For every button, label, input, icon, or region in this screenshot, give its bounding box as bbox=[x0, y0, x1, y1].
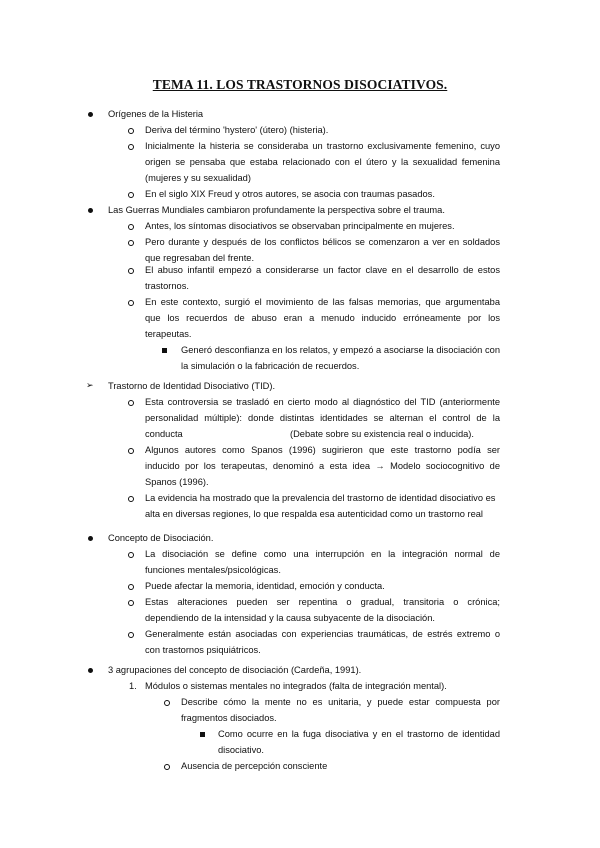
list-item: Deriva del término 'hystero' (útero) (histeria). bbox=[145, 125, 329, 135]
list-number: 1. bbox=[129, 681, 137, 691]
bullet-circle-icon bbox=[128, 128, 134, 134]
bullet-circle-icon bbox=[128, 240, 134, 246]
list-item: Inicialmente la histeria se consideraba un trastorno exclusivamente femenino, cuyo bbox=[145, 141, 500, 151]
list-item: Estas alteraciones pueden ser repentina o gradual, transitoria o crónica; bbox=[145, 597, 500, 607]
bullet-square-icon bbox=[162, 348, 167, 353]
bullet-dot-icon bbox=[88, 536, 93, 541]
bullet-circle-icon bbox=[128, 268, 134, 274]
bullet-circle-icon bbox=[128, 600, 134, 606]
list-item: La evidencia ha mostrado que la prevalencia del trastorno de identidad disociativo es bbox=[145, 493, 496, 503]
bullet-circle-icon bbox=[128, 224, 134, 230]
bullet-dot-icon bbox=[88, 668, 93, 673]
list-item: La disociación se define como una interrupción en la integración normal de bbox=[145, 549, 500, 559]
bullet-dot-icon bbox=[88, 112, 93, 117]
list-item: Generalmente están asociadas con experiencias traumáticas, de estrés extremo o bbox=[145, 629, 500, 639]
list-item: Generó desconfianza en los relatos, y empezó a asociarse la disociación con bbox=[181, 345, 500, 355]
bullet-circle-icon bbox=[128, 300, 134, 306]
section-heading: Las Guerras Mundiales cambiaron profundamente la perspectiva sobre el trauma. bbox=[108, 205, 445, 215]
list-item: Como ocurre en la fuga disociativa y en el trastorno de identidad bbox=[218, 729, 500, 739]
bullet-circle-icon bbox=[128, 496, 134, 502]
list-item: alta en diversas regiones, lo que respalda esa autenticidad como un trastorno real bbox=[145, 509, 483, 519]
bullet-square-icon bbox=[200, 732, 205, 737]
page-title: TEMA 11. LOS TRASTORNOS DISOCIATIVOS. bbox=[152, 77, 448, 92]
list-item: funciones mentales/psicológicas. bbox=[145, 565, 281, 575]
list-item: fragmentos disociados. bbox=[181, 713, 277, 723]
list-item: Esta controversia se trasladó en cierto modo al diagnóstico del TID (anteriormente bbox=[145, 397, 500, 407]
bullet-circle-icon bbox=[128, 448, 134, 454]
bullet-circle-icon bbox=[164, 764, 170, 770]
list-item: origen se pensaba que estaba relacionado con el útero y la sexualidad femenina bbox=[145, 157, 500, 167]
list-item: Describe cómo la mente no es unitaria, y puede estar compuesta por bbox=[181, 697, 500, 707]
list-item-aside: (Debate sobre su existencia real o inducida). bbox=[290, 429, 474, 439]
list-item: terapeutas. bbox=[145, 329, 192, 339]
bullet-circle-icon bbox=[128, 584, 134, 590]
list-item: Módulos o sistemas mentales no integrados (falta de integración mental). bbox=[145, 681, 447, 691]
list-item: Algunos autores como Spanos (1996) sugirieron que este trastorno podía ser bbox=[145, 445, 500, 455]
list-item: con trastornos psiquiátricos. bbox=[145, 645, 261, 655]
bullet-dot-icon bbox=[88, 208, 93, 213]
list-item: Spanos (1996). bbox=[145, 477, 209, 487]
list-item: personalidad múltiple): donde distintas identidades se alternan el control de la bbox=[145, 413, 500, 423]
list-item: dependiendo de la intensidad y la causa subyacente de la disociación. bbox=[145, 613, 435, 623]
list-item: Pero durante y después de los conflictos bélicos se comenzaron a ver en soldados bbox=[145, 237, 500, 247]
list-item: Puede afectar la memoria, identidad, emoción y conducta. bbox=[145, 581, 385, 591]
bullet-circle-icon bbox=[128, 400, 134, 406]
list-item: El abuso infantil empezó a considerarse un factor clave en el desarrollo de estos bbox=[145, 265, 500, 275]
bullet-circle-icon bbox=[128, 632, 134, 638]
arrow-bullet-icon: ➢ bbox=[86, 380, 94, 390]
list-item: que los recuerdos de abuso eran a menudo inducido erróneamente por los bbox=[145, 313, 500, 323]
section-heading: Concepto de Disociación. bbox=[108, 533, 214, 543]
list-item: Ausencia de percepción consciente bbox=[181, 761, 328, 771]
list-item: la simulación o la fabricación de recuerdos. bbox=[181, 361, 360, 371]
list-item: inducido por los terapeutas, denominó a esta idea → Modelo sociocognitivo de bbox=[145, 461, 500, 471]
list-item: trastornos. bbox=[145, 281, 189, 291]
bullet-circle-icon bbox=[164, 700, 170, 706]
list-item: conducta bbox=[145, 429, 183, 439]
list-item: En el siglo XIX Freud y otros autores, se asocia con traumas pasados. bbox=[145, 189, 435, 199]
list-item: (mujeres y su sexualidad) bbox=[145, 173, 251, 183]
list-item: que regresaban del frente. bbox=[145, 253, 255, 263]
bullet-circle-icon bbox=[128, 144, 134, 150]
list-item: Antes, los síntomas disociativos se observaban principalmente en mujeres. bbox=[145, 221, 455, 231]
bullet-circle-icon bbox=[128, 552, 134, 558]
list-item: disociativo. bbox=[218, 745, 264, 755]
list-item: En este contexto, surgió el movimiento de las falsas memorias, que argumentaba bbox=[145, 297, 500, 307]
section-heading: Trastorno de Identidad Disociativo (TID). bbox=[108, 381, 276, 391]
section-heading: 3 agrupaciones del concepto de disociación (Cardeña, 1991). bbox=[108, 665, 362, 675]
bullet-circle-icon bbox=[128, 192, 134, 198]
section-heading: Orígenes de la Histeria bbox=[108, 109, 204, 119]
